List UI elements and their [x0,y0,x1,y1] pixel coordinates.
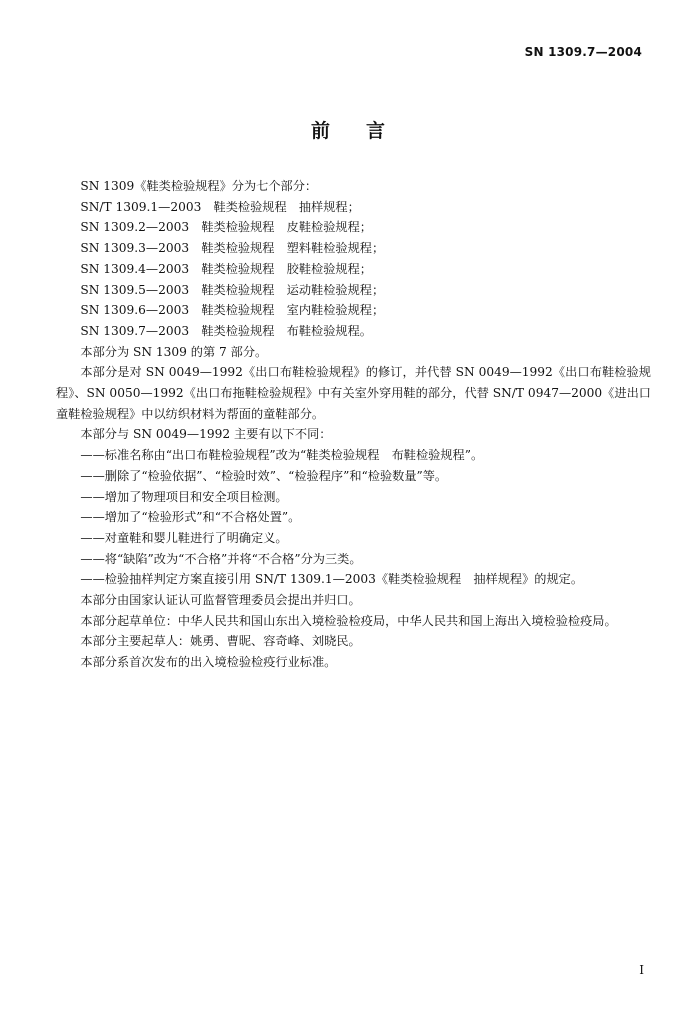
change-list-item: ——删除了“检验依据”、“检验时效”、“检验程序”和“检验数量”等。 [80,468,448,483]
change-list-item: ——标准名称由“出口布鞋检验规程”改为“鞋类检验规程 布鞋检验规程”。 [80,448,484,463]
part-list-item: SN 1309.5—2003 鞋类检验规程 运动鞋检验规程； [80,282,385,297]
page-number: I [639,963,644,977]
revision-paragraph: 本部分是对 SN 0049—1992《出口布鞋检验规程》的修订，并代替 SN 0049—1992《出口布鞋检验规程》、SN 0050—1992《出口布拖鞋检验规程》中有关室外穿用鞋的部分，代替 SN/T 0947—2000《进出口童鞋检验规程》中以纺织材料为帮面的童鞋部分。 [56,365,651,421]
change-list-item: ——增加了物理项目和安全项目检测。 [80,489,288,504]
standard-code-header: SN 1309.7—2004 [524,45,642,59]
part-list-item: SN/T 1309.1—2003 鞋类检验规程 抽样规程； [80,199,360,214]
drafters: 本部分主要起草人：姚勇、曹昵、容奇峰、刘晓民。 [80,634,361,649]
foreword-body [56,176,651,673]
change-list-item: ——增加了“检验形式”和“不合格处置”。 [80,510,301,525]
change-list-item: ——检验抽样判定方案直接引用 SN/T 1309.1—2003《鞋类检验规程 抽样规程》的规定。 [80,572,584,587]
drafting-units: 本部分起草单位：中华人民共和国山东出入境检验检疫局，中华人民共和国上海出入境检验检疫局。 [80,613,617,628]
part-list-item: SN 1309.7—2003 鞋类检验规程 布鞋检验规程。 [80,323,372,338]
part-list-item: SN 1309.2—2003 鞋类检验规程 皮鞋检验规程； [80,220,372,235]
part-list-item: SN 1309.4—2003 鞋类检验规程 胶鞋检验规程； [80,261,372,276]
series-intro: SN 1309《鞋类检验规程》分为七个部分： [80,179,318,193]
changes-intro: 本部分与 SN 0049—1992 主要有以下不同： [80,427,332,442]
part-statement: 本部分为 SN 1309 的第 7 部分。 [80,344,268,359]
foreword-title: 前言 [310,120,421,142]
part-list-item: SN 1309.3—2003 鞋类检验规程 塑料鞋检验规程； [80,241,385,256]
proposer-statement: 本部分由国家认证认可监督管理委员会提出并归口。 [80,593,361,608]
change-list-item: ——将“缺陷”改为“不合格”并将“不合格”分为三类。 [80,551,362,566]
change-list-item: ——对童鞋和婴儿鞋进行了明确定义。 [80,530,288,545]
first-release-statement: 本部分系首次发布的出入境检验检疫行业标准。 [80,655,337,670]
part-list-item: SN 1309.6—2003 鞋类检验规程 室内鞋检验规程； [80,303,385,318]
